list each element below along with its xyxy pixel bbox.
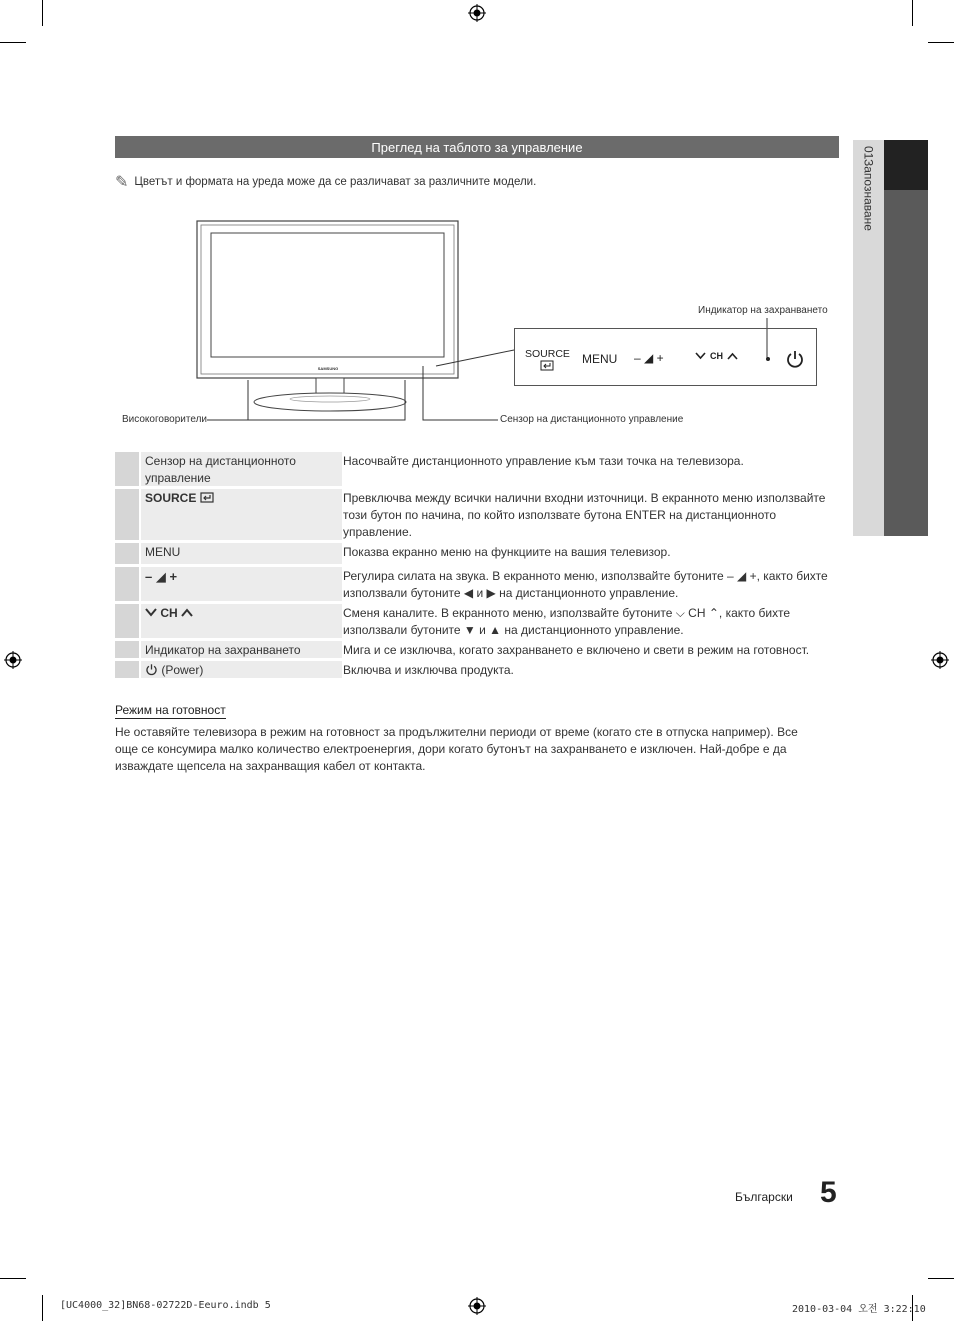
note (115, 172, 536, 192)
row-name: Сензор на дистанционното управление (141, 452, 342, 486)
chevron-up-icon (727, 352, 738, 360)
imprint-file: [UC4000_32]BN68-02722D-Eeuro.indb 5 (60, 1300, 271, 1311)
row-desc: Включва и изключва продукта. (343, 663, 514, 677)
note-text: Цветът и формата на уреда може да се различават за различните модели. (134, 176, 537, 188)
row-name: MENU (141, 543, 342, 564)
imprint-date: 2010-03-04 오전 3:22:10 (792, 1304, 926, 1315)
row-desc: Мига и се изключва, когато захранването е включено и свети в режим на готовност. (343, 643, 810, 657)
row-desc: Превключва между всички налични входни източници. В екранното меню използвайте този бутон по начина, по който използвате бутона ENTER на дистанционното управление. (343, 491, 826, 539)
row-name (141, 661, 342, 678)
table-row (115, 661, 839, 678)
panel-volume: – ◢ + (634, 351, 664, 365)
panel-channel-label: CH (710, 351, 723, 361)
chevron-down-icon (145, 608, 157, 617)
section-title (115, 136, 839, 158)
section-title-text: Преглед на таблото за управление (371, 139, 583, 155)
chapter-title: Запознаване (861, 159, 876, 232)
row-name: – ◢ + (141, 567, 342, 601)
chapter-number: 01 (861, 146, 876, 160)
side-tab-marker (884, 140, 928, 190)
side-tab-dark-strip (884, 140, 928, 536)
panel-source (525, 348, 570, 374)
table-row (115, 452, 839, 486)
label-power-indicator: Индикатор на захранването (698, 305, 828, 316)
pencil-note-icon: ✎ (115, 174, 129, 191)
power-indicator-dot (766, 357, 770, 361)
row-name (141, 604, 342, 638)
crop-mark (0, 1278, 26, 1279)
source-label: SOURCE (145, 491, 197, 505)
side-tab-label (853, 140, 884, 536)
registration-mark-icon (931, 651, 949, 669)
crop-mark (928, 42, 954, 43)
table-row (115, 641, 839, 658)
table-row (115, 567, 839, 601)
row-name: Индикатор на захранването (141, 641, 342, 658)
enter-icon (540, 360, 554, 371)
power-icon (785, 349, 805, 369)
enter-icon (200, 492, 214, 503)
control-panel-diagram (514, 328, 817, 386)
row-name (141, 489, 342, 540)
crop-mark (42, 0, 43, 26)
power-icon (145, 663, 158, 676)
power-label: (Power) (161, 663, 204, 677)
row-desc: Показва екранно меню на функциите на вашия телевизор. (343, 545, 671, 559)
registration-mark-icon (468, 1297, 486, 1315)
table-row (115, 604, 839, 638)
table-row (115, 543, 839, 564)
crop-mark (928, 1278, 954, 1279)
label-speakers: Високоговорители (122, 414, 207, 425)
row-desc: Насочвайте дистанционното управление към тази точка на телевизора. (343, 454, 744, 468)
panel-menu: MENU (582, 352, 618, 366)
channel-label: CH (160, 606, 178, 620)
panel-channel (695, 351, 738, 361)
label-remote-sensor: Сензор на дистанционното управление (500, 414, 684, 425)
registration-mark-icon (468, 4, 486, 22)
chevron-up-icon (181, 608, 193, 617)
row-desc: Сменя каналите. В екранното меню, използвайте бутоните ⌵ CH ⌃, както бихте използвали бутоните ▼ и ▲ на дистанционното управление. (343, 606, 790, 637)
panel-source-label: SOURCE (525, 348, 570, 360)
tv-illustration (120, 210, 840, 435)
table-row (115, 489, 839, 540)
crop-mark (0, 42, 26, 43)
standby-heading: Режим на готовност (115, 703, 226, 717)
crop-mark (912, 0, 913, 26)
chevron-down-icon (695, 352, 706, 360)
page-number: 5 (820, 1176, 837, 1209)
footer-language: Български (735, 1190, 793, 1204)
row-desc: Регулира силата на звука. В екранното меню, използвайте бутоните – ◢ +, както бихте използвали бутоните ◀ и ▶ на дистанционното управление. (343, 569, 828, 600)
standby-paragraph: Не оставяйте телевизора в режим на готовност за продължителни периоди от време (когато сте в отпуска например). Все още се консумира малко количество електроенергия, дори когато бутонът на захранването е изключен. Най-добре е да изваждате щепсела на захранващия кабел от контакта. (115, 725, 798, 773)
crop-mark (42, 1295, 43, 1321)
registration-mark-icon (4, 651, 22, 669)
brand-logo: SAMSUNG (317, 366, 339, 371)
